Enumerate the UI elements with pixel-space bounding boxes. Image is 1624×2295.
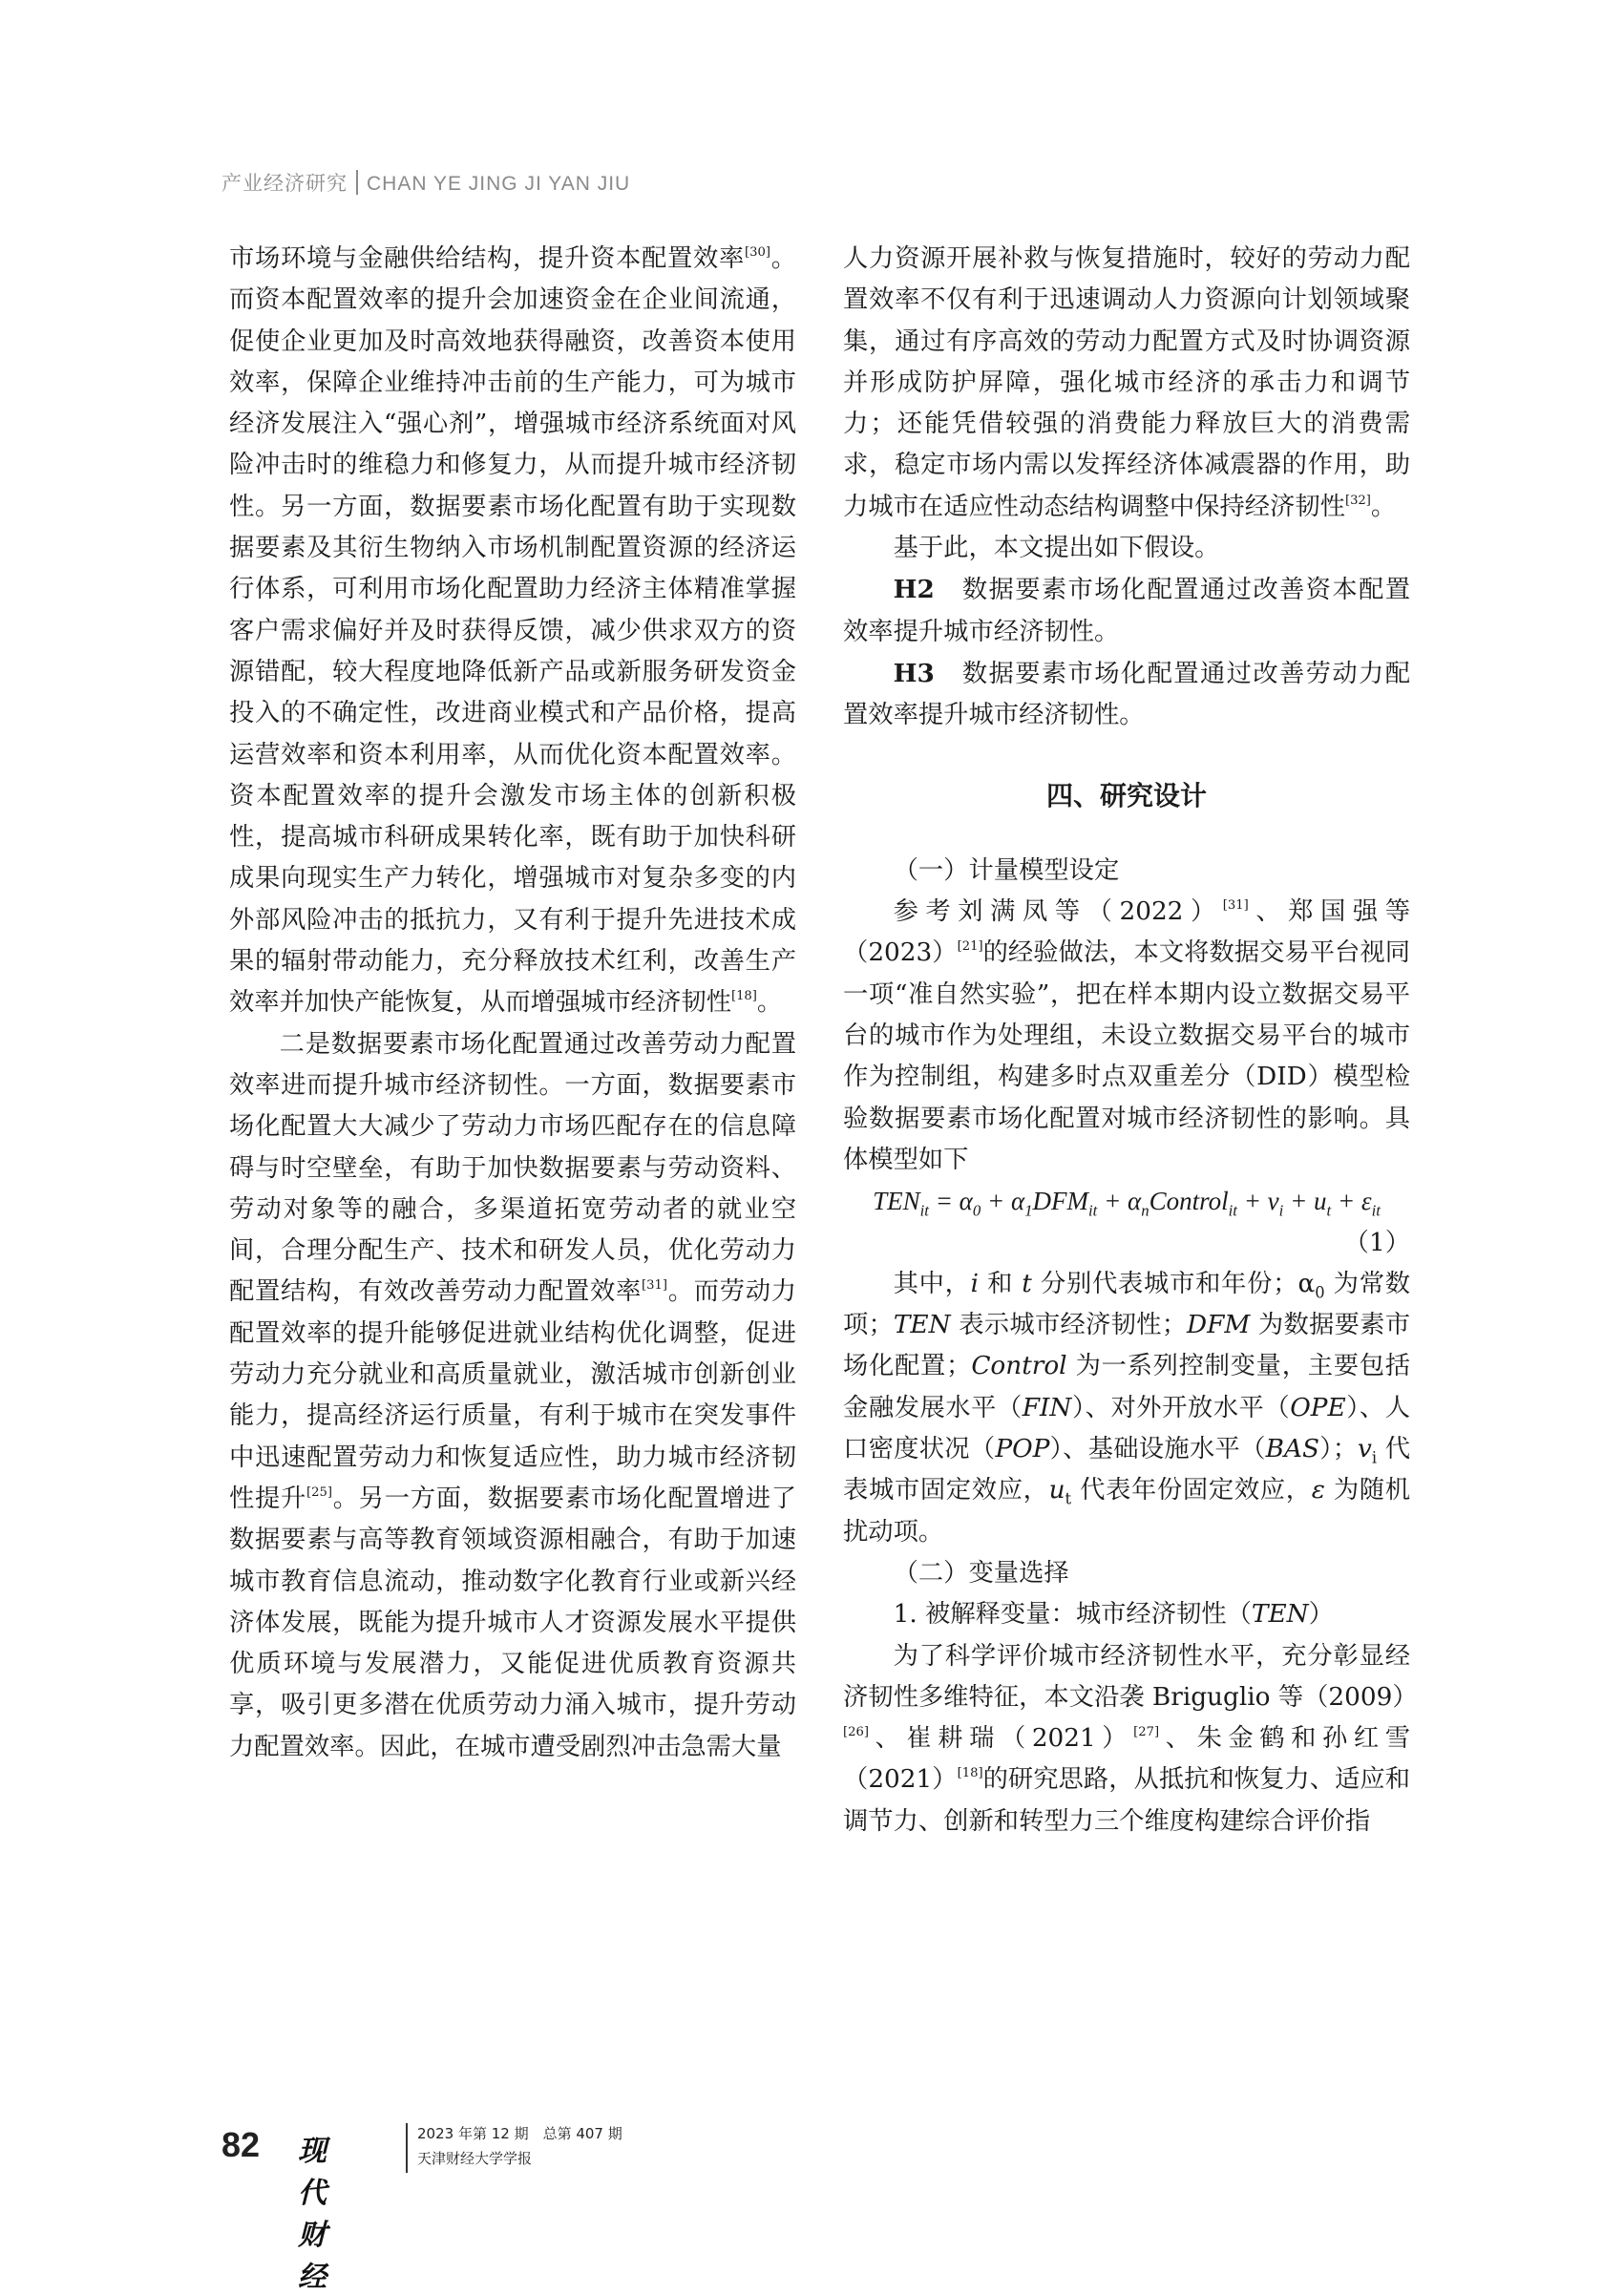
text: 为随机扰动项。 (843, 1476, 1411, 1547)
text: ）； (1319, 1435, 1358, 1464)
subsection-heading: （一）计量模型设定 (893, 855, 1120, 885)
eq-sub: t (1326, 1201, 1332, 1220)
eq-part: + ε (1331, 1187, 1372, 1216)
paragraph (843, 239, 1410, 528)
text: 二是数据要素市场化配置通过改善劳动力配置效率进而提升城市经济韧性。一方面，数据要素市场化配置大大减少了劳动力市场匹配存在的信息障碍与时空壁垒，有助于加快数据要素与劳动资料、劳动对象等的融合，多渠道拓宽劳动者的就业空间，合理分配生产、技术和研发人员，优化劳动力配置结构，有效改善劳动力配置效率 (229, 1029, 796, 1307)
eq-sub: i (1278, 1201, 1284, 1220)
citation: [31] (642, 1278, 667, 1294)
eq-part: + α (1097, 1187, 1142, 1216)
journal-logo: 现代财经 (298, 2135, 328, 2294)
footer-divider (406, 2123, 408, 2173)
paragraph (229, 1024, 796, 1768)
hypothesis-h2 (843, 569, 1410, 653)
header-divider (356, 170, 358, 195)
paragraph (843, 892, 1410, 1181)
subsection-heading: （二）变量选择 (893, 1558, 1069, 1588)
paragraph (843, 1636, 1418, 1842)
issue-info: 2023 年第 12 期 总第 407 期 (417, 2125, 622, 2142)
text: 。另一方面，数据要素市场化配置增进了数据要素与高等教育领域资源相融合，有助于加速城市教育信息流动，推动数字化教育行业或新兴经济体发展，既能为提升城市人才资源发展水平提供优质环境与发展潜力，又能促进优质教育资源共享，吸引更多潜在优质劳动力涌入城市，提升劳动力配置效率。因此，在城市遭受剧烈冲击急需大量 (229, 1484, 797, 1761)
var-sub: 0 (1315, 1283, 1325, 1302)
running-header-en: CHAN YE JING JI YAN JIU (367, 173, 631, 195)
var-sub: t (1065, 1489, 1072, 1508)
var: t (1022, 1269, 1032, 1298)
eq-part: DFM (1032, 1187, 1088, 1216)
var: DFM (1187, 1311, 1251, 1340)
text: 1. 被解释变量：城市经济韧性（ (893, 1600, 1252, 1630)
var: ε (1311, 1476, 1325, 1505)
text: ） (1308, 1600, 1334, 1630)
text: ）、基础设施水平（ (1049, 1435, 1266, 1464)
hypothesis-label: H3 (893, 658, 935, 688)
eq-sub: it (919, 1201, 929, 1220)
text: 。 (756, 988, 783, 1018)
var-sub: i (1371, 1448, 1378, 1467)
eq-part: = α (928, 1187, 973, 1216)
citation: [18] (957, 1766, 983, 1781)
text: 其中， (893, 1269, 971, 1298)
text: 为了科学评价城市经济韧性水平，充分彰显经济韧性多维特征，本文沿袭 Briguglio 等（2009） (843, 1641, 1418, 1712)
eq-part: + u (1283, 1187, 1327, 1216)
citation: [21] (957, 939, 983, 955)
eq-sub: 0 (972, 1201, 981, 1220)
text: 。 (1370, 492, 1397, 521)
citation: [31] (1222, 897, 1249, 913)
eq-part: Control (1149, 1187, 1229, 1216)
text: 、郑国强等（2023） (843, 897, 1410, 968)
hypothesis-text: 数据要素市场化配置通过改善劳动力配置效率提升城市经济韧性。 (843, 659, 1411, 730)
eq-sub: it (1371, 1201, 1381, 1220)
running-header (221, 168, 630, 197)
text: 分别代表城市和年份；α (1031, 1269, 1316, 1298)
running-header-cn: 产业经济研究 (221, 173, 348, 195)
text: 。而资本配置效率的提升会加速资金在企业间流通，促使企业更加及时高效地获得融资，改善资本使用效率，保障企业维持冲击前的生产能力，可为城市经济发展注入“强心剂”，增强城市经济系统面对风险冲击时的维稳力和修复力，从而提升城市经济韧性。另一方面，数据要素市场化配置有助于实现数据要素及其衍生物纳入市场机制配置资源的经济运行体系，可利用市场化配置助力经济主体精准掌握客户需求偏好并及时获得反馈，减少供求双方的资源错配，较大程度地降低新产品或新服务研发资金投入的不确定性，改进商业模式和产品价格，提高运营效率和资本利用率，从而优化资本配置效率。资本配置效率的提升会激发市场主体的创新积极性，提高城市科研成果转化率，既有助于加快科研成果向现实生产力转化，增强城市对复杂多变的内外部风险冲击的抵抗力，又有利于提升先进技术成果的辐射带动能力，充分释放技术红利，改善生产效率并加快产能恢复，从而增强城市经济韧性 (229, 244, 797, 1018)
right-column (843, 239, 1418, 1842)
paragraph (229, 239, 796, 1024)
var: TEN (893, 1311, 951, 1340)
eq-sub: it (1228, 1201, 1237, 1220)
var: i (970, 1269, 980, 1298)
eq-sub: it (1088, 1201, 1098, 1220)
text: 市场环境与金融供给结构，提升资本配置效率 (229, 244, 746, 273)
equation-number: （1） (1343, 1228, 1410, 1257)
text: 为一系列控制变量，主要包括金融发展水平（ (843, 1352, 1411, 1422)
paragraph (843, 1264, 1410, 1553)
text: 和 (979, 1269, 1023, 1298)
hypothesis-h3 (843, 653, 1410, 737)
text: 、朱金鹤和孙红雪（2021） (843, 1724, 1410, 1795)
text: 为数据要素市场化配置； (843, 1311, 1411, 1381)
eq-part: TEN (873, 1187, 920, 1216)
citation: [18] (730, 989, 757, 1004)
text: 的研究思路，从抵抗和恢复力、适应和调节力、创新和转型力三个维度构建综合评价指 (843, 1765, 1410, 1836)
left-column (229, 239, 796, 1768)
hypothesis-text: 数据要素市场化配置通过改善资本配置效率提升城市经济韧性。 (843, 576, 1411, 646)
equation (843, 1181, 1410, 1222)
var: Control (971, 1352, 1067, 1381)
text: ）、人口密度状况（ (843, 1393, 1410, 1464)
var: TEN (1251, 1600, 1309, 1630)
text: 为常数项； (843, 1269, 1411, 1340)
var: u (1048, 1476, 1065, 1505)
paragraph: 基于此，本文提出如下假设。 (893, 534, 1220, 563)
citation: [32] (1344, 493, 1371, 508)
text: 代表年份固定效应， (1071, 1476, 1312, 1505)
eq-sub: 1 (1024, 1201, 1033, 1220)
page-number: 82 (221, 2125, 261, 2164)
section-heading: 四、研究设计 (1045, 779, 1207, 811)
journal-name: 天津财经大学学报 (417, 2150, 533, 2167)
text: 的经验做法，本文将数据交易平台视同一项“准自然实验”，把在样本期内设立数据交易平台的城市作为处理组，未设立数据交易平台的城市作为控制组，构建多时点双重差分（DID）模型检验数据要素市场化配置对城市经济韧性的影响。具体模型如下 (843, 938, 1410, 1174)
text: 参考刘满凤等（2022） (893, 897, 1223, 927)
eq-sub: n (1141, 1201, 1149, 1220)
eq-part: + v (1236, 1187, 1279, 1216)
text: 。而劳动力配置效率的提升能够促进就业结构优化调整，促进劳动力充分就业和高质量就业，激活城市创新创业能力，提高经济运行质量，有利于城市在突发事件中迅速配置劳动力和恢复适应性，助力城市经济韧性提升 (229, 1277, 797, 1513)
citation: [26] (843, 1724, 869, 1739)
var: v (1358, 1435, 1372, 1464)
text: 、崔耕瑞（2021） (868, 1724, 1134, 1754)
text: ）、对外开放水平（ (1071, 1393, 1291, 1422)
citation: [25] (306, 1484, 332, 1500)
var: BAS (1265, 1435, 1319, 1464)
hypothesis-label: H2 (893, 575, 935, 605)
citation: [30] (745, 244, 770, 260)
citation: [27] (1133, 1724, 1160, 1739)
text: 表示城市经济韧性； (950, 1311, 1188, 1340)
text: 人力资源开展补救与恢复措施时，较好的劳动力配置效率不仅有利于迅速调动人力资源向计划领域聚集，通过有序高效的劳动力配置方式及时协调资源并形成防护屏障，强化城市经济的承击力和调节力；还能凭借较强的消费能力释放巨大的消费需求，稳定市场内需以发挥经济体减震器的作用，助力城市在适应性动态结构调整中保持经济韧性 (843, 244, 1410, 521)
text: 代表城市固定效应， (843, 1435, 1411, 1505)
eq-part: + α (981, 1187, 1025, 1216)
var: FIN (1022, 1393, 1072, 1422)
var: OPE (1290, 1393, 1346, 1422)
variable-heading (843, 1594, 1410, 1635)
var: POP (995, 1435, 1050, 1464)
